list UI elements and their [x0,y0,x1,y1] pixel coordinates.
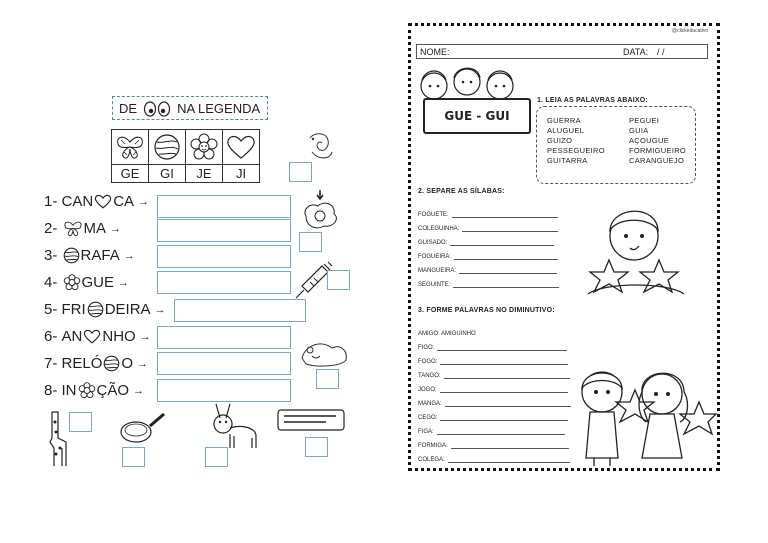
exercise-suffix: ÇÃO [96,382,130,399]
date-slashes: / / [657,46,665,57]
answer-box-7[interactable] [157,352,291,375]
heart-icon [83,329,101,344]
exercise-number: 1- [44,193,58,210]
arrow-icon: → [154,303,166,316]
legend-cell-je [186,130,223,182]
exercise-prefix: RELÓ [61,355,103,372]
exercise-prefix: FRI [61,301,86,318]
arrow-icon: → [133,384,145,397]
legend-title-before: DE [119,100,138,116]
giraffe-icon [44,408,72,468]
exercise-suffix: NHO [102,328,136,345]
exercise-suffix: RAFA [80,247,120,264]
answer-box-2[interactable] [157,219,291,242]
diminutive-line[interactable]: COLEGA: [418,456,570,463]
answer-box-6[interactable] [157,326,291,349]
exercise-suffix: CA [113,193,135,210]
legend-label: GI [149,164,185,182]
butterfly-icon [63,220,83,237]
legend-cell-gi [149,130,186,182]
exercise-prefix: AN [61,328,83,345]
boy-with-stars-icon [584,196,688,300]
word-item: PESSEGUEIRO [547,146,605,155]
exercise-row-5 [44,301,166,318]
butterfly-icon [115,134,145,160]
name-date-bar [416,44,708,59]
legend-label: GE [112,164,148,182]
exercise-row-6 [44,328,151,345]
legend-title-after: NA LEGENDA [177,100,261,116]
section3-title: 3. FORME PALAVRAS NO DIMINUTIVO: [418,307,555,314]
section2-title: 2. SEPARE AS SÍLABAS: [418,188,505,195]
syllable-line[interactable]: GUISADO: [418,239,554,246]
syllable-line[interactable]: FOGUEIRA: [418,253,558,260]
legend-cell-ji [223,130,259,182]
answer-small-box[interactable] [69,412,92,432]
answer-box-8[interactable] [157,379,291,402]
planet-icon [153,133,181,161]
worksheet-title: GUE - GUI [423,98,531,134]
kids-header-icon [412,60,522,102]
answer-small-box[interactable] [299,232,322,252]
two-kids-with-stars-icon [570,362,718,468]
word-item: GUIA [629,126,649,135]
flower-icon [78,382,96,399]
legend-grid [111,129,260,183]
flower-icon [63,274,81,291]
diminutive-line[interactable]: FORMIGA: [418,442,569,449]
credit-text: @clickeducativo [672,28,709,34]
exercise-row-4 [44,274,129,291]
heart-icon [94,194,112,209]
syllable-line[interactable]: MANGUEIRA: [418,267,557,274]
arrow-icon: → [118,276,130,289]
syllable-line[interactable]: SEGUINTE: [418,281,559,288]
flower-icon [189,133,219,161]
name-label: NOME: [420,46,450,57]
eyes-icon [143,99,171,117]
exercise-row-8 [44,382,144,399]
diminutive-line[interactable]: TANGO: [418,372,570,379]
chameleon-icon [304,130,336,166]
diminutive-line[interactable]: JOGO: [418,386,568,393]
exercise-row-7 [44,355,148,372]
word-item: GUIZO [547,136,573,145]
exercise-prefix: CAN [61,193,94,210]
answer-small-box[interactable] [327,270,350,290]
egg-icon [300,188,342,234]
legend-cell-ge [112,130,149,182]
diminutive-line[interactable]: FOGO: [418,358,568,365]
exercise-prefix: IN [61,382,77,399]
arrow-icon: → [137,357,149,370]
exercise-number: 2- [44,220,58,237]
syllable-line[interactable]: FOGUETE: [418,211,558,218]
exercise-number: 4- [44,274,58,291]
arrow-icon: → [139,330,151,343]
dog-icon [298,334,352,370]
diminutive-line[interactable]: FIGA: [418,428,565,435]
frying-pan-icon [118,408,168,448]
heart-icon [226,134,256,160]
exercise-row-1 [44,193,149,210]
answer-small-box[interactable] [305,437,328,457]
word-list-box [536,106,696,184]
planet-icon [63,247,80,264]
answer-small-box[interactable] [122,447,145,467]
exercise-row-2 [44,220,121,237]
planet-icon [87,301,104,318]
legend-label: JI [223,164,259,182]
exercise-number: 7- [44,355,58,372]
diminutive-line[interactable]: FIGO: [418,344,567,351]
word-item: PEGUEI [629,116,660,125]
word-item: CARANGUEJO [629,156,685,165]
answer-box-5[interactable] [174,299,306,322]
legend-title [112,96,268,120]
syllable-line[interactable]: COLEGUINHA: [418,225,558,232]
answer-box-1[interactable] [157,195,291,218]
exercise-number: 6- [44,328,58,345]
arrow-icon: → [123,249,135,262]
legend-label: JE [186,164,222,182]
exercise-row-3 [44,247,135,264]
exercise-suffix: O [121,355,134,372]
donkey-icon [208,402,262,450]
answer-small-box[interactable] [205,447,228,467]
arrow-icon: → [138,195,150,208]
word-item: AÇOUGUE [629,136,670,145]
exercise-suffix: DEIRA [104,301,151,318]
diminutive-example: AMIGO: AMIGUINHO [418,331,476,337]
answer-small-box[interactable] [289,162,312,182]
exercise-suffix: MA [83,220,107,237]
answer-small-box[interactable] [316,369,339,389]
word-item: GUITARRA [547,156,588,165]
section1-title: 1. LEIA AS PALAVRAS ABAIXO: [537,97,648,104]
date-label: DATA: [623,46,649,57]
arrow-icon: → [110,222,122,235]
sign-icon [276,406,346,436]
planet-icon [103,355,120,372]
word-item: FORMIGUEIRO [629,146,687,155]
word-item: GUERRA [547,116,581,125]
diminutive-line[interactable]: MANGA: [418,400,571,407]
exercise-number: 3- [44,247,58,264]
diminutive-line[interactable]: CEGO: [418,414,568,421]
exercise-suffix: GUE [81,274,115,291]
answer-box-4[interactable] [157,271,291,294]
answer-box-3[interactable] [157,245,291,268]
word-item: ALUGUEL [547,126,585,135]
exercise-number: 5- [44,301,58,318]
exercise-number: 8- [44,382,58,399]
